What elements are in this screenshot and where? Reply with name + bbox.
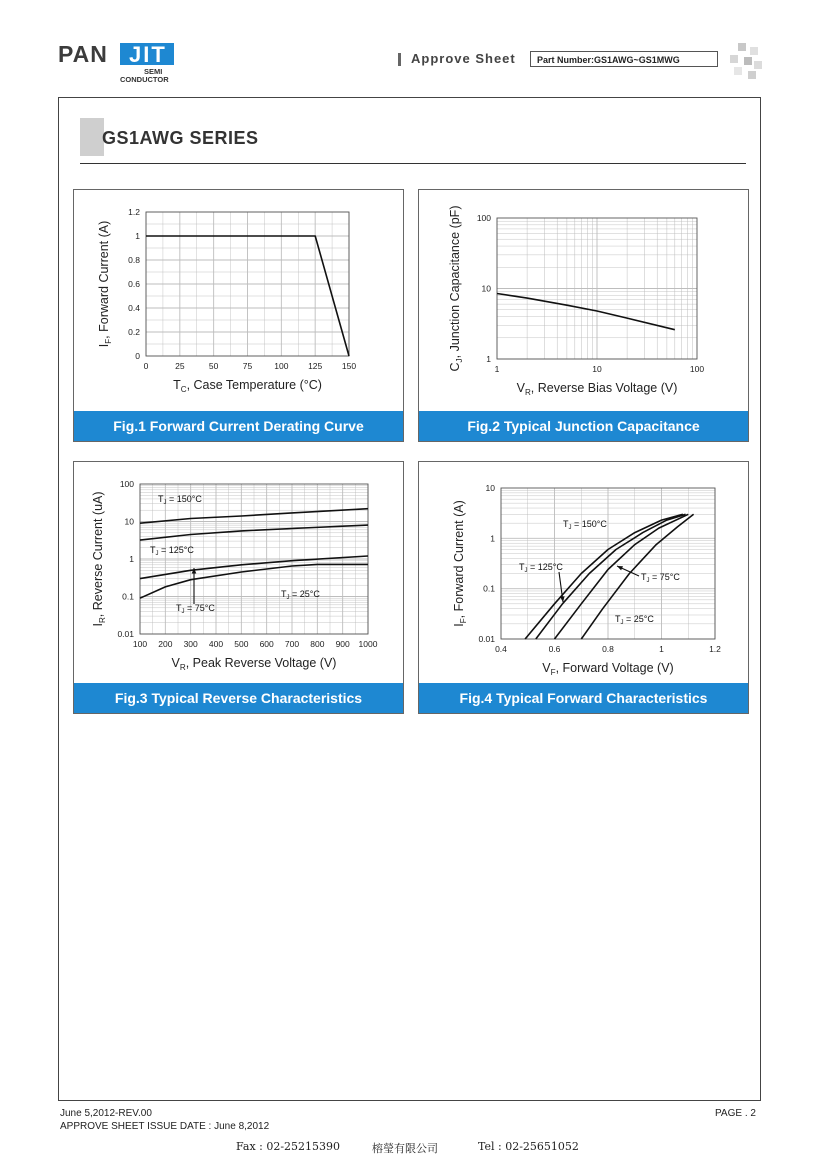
issue-date: APPROVE SHEET ISSUE DATE : June 8,2012: [60, 1121, 270, 1132]
x-tick-label: 100: [132, 639, 148, 649]
y-tick-label: 100: [119, 479, 134, 489]
x-tick-label: 700: [284, 639, 300, 649]
x-tick-label: 0.8: [602, 644, 614, 654]
y-tick-label: 1: [135, 231, 140, 241]
svg-text:CONDUCTOR: CONDUCTOR: [120, 75, 169, 84]
y-tick-label: 0.2: [128, 327, 140, 337]
annotation-2-rest: = 125°C: [158, 545, 194, 555]
grid-lines: [146, 212, 349, 356]
y-axis-title-rest: , Forward Current (A): [452, 500, 466, 619]
annotation-3-rest: = 75°C: [649, 572, 680, 582]
figure-4-caption: Fig.4 Typical Forward Characteristics: [419, 683, 748, 713]
chart-4: [452, 483, 721, 677]
annotation-1-rest: = 150°C: [166, 494, 202, 504]
x-tick-label: 0.4: [495, 644, 507, 654]
x-axis-title-sub: R: [524, 388, 531, 397]
y-tick-label: 100: [476, 213, 491, 223]
x-tick-label: 1: [494, 364, 500, 374]
y-tick-label: 0.4: [128, 303, 140, 313]
y-axis-title-main: I: [97, 343, 111, 348]
x-axis-title-main: T: [173, 378, 181, 392]
x-tick-label: 800: [310, 639, 325, 649]
x-tick-label: 25: [175, 361, 185, 371]
y-tick-label: 0.01: [117, 629, 134, 639]
series-line-1: [497, 294, 675, 330]
x-axis-title-rest: , Peak Reverse Voltage (V): [185, 656, 337, 670]
annotation-4-rest: = 25°C: [289, 589, 320, 599]
svg-text:PAN: PAN: [58, 41, 108, 67]
annotation-4-sub: J: [286, 595, 290, 601]
x-axis-title-sub: F: [550, 668, 556, 677]
x-axis-title: [172, 656, 337, 672]
annotation-1-rest: = 150°C: [571, 519, 607, 529]
figure-1-panel: [73, 189, 404, 442]
y-axis-title-sub: J: [455, 358, 464, 363]
figure-1-caption: Fig.1 Forward Current Derating Curve: [74, 411, 403, 441]
y-axis-title-rest: , Forward Current (A): [97, 220, 111, 339]
chart-3: [91, 479, 378, 672]
y-tick-label: 10: [124, 516, 134, 527]
annotation-4: [281, 589, 320, 601]
annotation-2-sub: J: [524, 568, 528, 574]
x-tick-label: 75: [242, 361, 253, 371]
annotation-4-t: T: [281, 589, 287, 599]
y-tick-label: 1: [129, 554, 134, 564]
chart-1: [97, 207, 356, 394]
panjit-logo: [58, 40, 176, 86]
y-axis-title-sub: F: [104, 338, 113, 344]
x-axis-title-rest: , Forward Voltage (V): [555, 661, 674, 675]
x-axis-title-main: V: [171, 656, 180, 670]
svg-text:SEMI: SEMI: [144, 67, 163, 76]
figure-3-chart: [74, 462, 405, 684]
annotation-3-t: T: [641, 572, 647, 582]
x-axis-title: [173, 378, 322, 394]
annotation-2: [150, 545, 194, 557]
y-tick-label: 0.1: [483, 583, 495, 594]
y-axis-title-sub: R: [98, 617, 107, 624]
x-tick-label: 400: [208, 639, 224, 649]
annotation-4-rest: = 25°C: [623, 614, 654, 624]
annotation-4-t: T: [615, 614, 621, 624]
x-tick-label: 200: [158, 639, 173, 649]
annotation-1-sub: J: [568, 525, 572, 531]
figure-2-chart: [419, 190, 750, 412]
y-axis-title-main: C: [448, 362, 462, 372]
annotation-3-sub: J: [646, 578, 650, 584]
y-axis-title: [97, 221, 113, 348]
y-axis-title-rest: , Reverse Current (uA): [91, 491, 105, 618]
x-tick-label: 100: [274, 361, 289, 371]
figure-4-panel: [418, 461, 749, 714]
tel-number: Tel : 02-25651052: [478, 1140, 579, 1153]
annotation-1-sub: J: [163, 500, 167, 506]
y-tick-label: 1.2: [128, 207, 140, 217]
x-tick-label: 900: [335, 639, 350, 649]
y-tick-label: 0: [135, 351, 140, 361]
y-axis-title-main: I: [452, 623, 466, 627]
x-axis-title-rest: , Case Temperature (°C): [186, 378, 322, 392]
x-tick-label: 600: [259, 639, 274, 649]
x-axis-title-main: V: [542, 661, 551, 675]
x-tick-label: 1000: [358, 639, 378, 649]
x-tick-label: 0: [143, 361, 149, 371]
approve-sheet-text: Approve Sheet: [411, 51, 516, 66]
annotation-3-t: T: [176, 603, 182, 613]
x-tick-label: 125: [308, 361, 323, 371]
page-number: PAGE . 2: [715, 1108, 756, 1119]
x-tick-label: 150: [341, 361, 357, 371]
x-tick-label: 50: [208, 361, 219, 371]
x-tick-label: 0.6: [548, 644, 561, 654]
annotation-2-t: T: [150, 545, 156, 555]
x-axis-title-main: V: [516, 381, 525, 395]
y-axis-title-main: I: [91, 623, 105, 627]
annotation-3-sub: J: [181, 609, 185, 615]
annotation-4-sub: J: [620, 620, 624, 626]
y-tick-label: 10: [485, 483, 495, 493]
svg-text:JIT: JIT: [129, 42, 167, 67]
grid-lines: [497, 218, 697, 359]
grid-lines: [140, 484, 368, 634]
y-tick-label: 1: [490, 533, 495, 544]
figure-2-caption: Fig.2 Typical Junction Capacitance: [419, 411, 748, 441]
x-axis-title-sub: R: [179, 663, 186, 672]
figure-4-chart: [419, 462, 750, 684]
checker-decoration: [726, 43, 762, 79]
y-axis-title-rest: , Junction Capacitance (pF): [448, 205, 462, 359]
x-axis-title: [517, 381, 678, 397]
x-tick-label: 1: [659, 644, 664, 654]
figure-3-caption: Fig.3 Typical Reverse Characteristics: [74, 683, 403, 713]
x-axis-title-rest: , Reverse Bias Voltage (V): [530, 381, 678, 395]
company-name: 榕瑩有限公司: [372, 1142, 438, 1155]
y-axis-title-sub: F: [459, 618, 468, 624]
annotation-3-rest: = 75°C: [184, 603, 215, 613]
annotation-2-t: T: [519, 562, 525, 572]
y-tick-label: 1: [486, 354, 491, 364]
y-axis-title: [448, 206, 464, 372]
y-tick-label: 0.8: [128, 255, 140, 265]
annotation-3: [641, 572, 680, 584]
title-divider: [80, 163, 746, 164]
x-tick-label: 300: [183, 639, 198, 649]
page-title: GS1AWG SERIES: [102, 128, 259, 148]
fax-number: Fax : 02-25215390: [236, 1140, 341, 1153]
annotation-1-t: T: [563, 519, 569, 529]
annotation-1: [563, 519, 607, 531]
x-tick-label: 1.2: [709, 644, 721, 654]
x-tick-label: 10: [592, 364, 602, 374]
chart-2: [448, 206, 704, 397]
x-tick-label: 100: [689, 364, 705, 374]
annotation-2: [519, 562, 563, 574]
figure-2-panel: [418, 189, 749, 442]
y-tick-label: 10: [481, 283, 491, 294]
figure-3-panel: [73, 461, 404, 714]
figure-1-chart: [74, 190, 405, 412]
annotation-1: [158, 494, 202, 506]
title-accent: [80, 118, 104, 156]
annotation-1-t: T: [158, 494, 164, 504]
y-tick-label: 0.01: [478, 634, 495, 644]
y-axis-title: [91, 491, 107, 626]
part-number-box: Part Number:GS1AWG~GS1MWG: [530, 51, 718, 67]
y-axis-title: [452, 500, 468, 627]
x-axis-title-sub: C: [180, 385, 187, 394]
revision-date: June 5,2012-REV.00: [60, 1108, 152, 1119]
annotation-2-rest: = 125°C: [527, 562, 563, 572]
x-tick-label: 500: [234, 639, 249, 649]
x-axis-title: [542, 661, 673, 677]
annotation-2-sub: J: [155, 551, 159, 557]
y-tick-label: 0.6: [128, 279, 140, 289]
y-tick-label: 0.1: [122, 591, 134, 602]
approve-bar-marker: [398, 53, 401, 66]
